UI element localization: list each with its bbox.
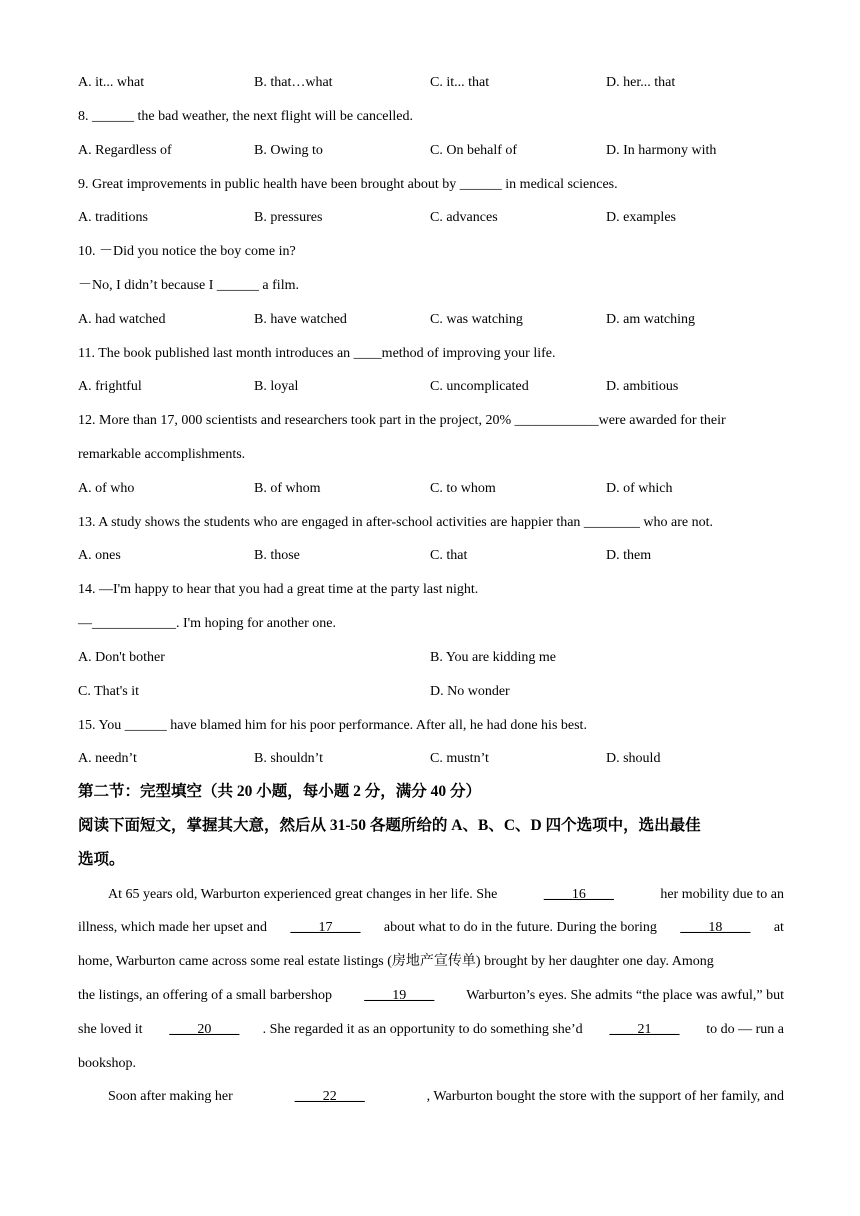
q11-option-c: C. uncomplicated — [430, 379, 529, 394]
q15-stem: 15. You ______ have blamed him for his poor performance. After all, he had done his best. — [78, 718, 587, 733]
passage-text: At 65 years old, Warburton experienced great changes in her life. She — [108, 887, 498, 902]
q11-stem: 11. The book published last month introduces an ____method of improving your life. — [78, 346, 556, 361]
q12-option-a: A. of who — [78, 481, 135, 496]
q13-option-b: B. those — [254, 548, 300, 563]
q10-option-d: D. am watching — [606, 312, 696, 327]
passage-text: the listings, an offering of a small barbershop — [78, 988, 336, 1003]
q10-stem-answer: －No, I didn’t because I ______ a film. — [78, 278, 299, 293]
blank-21[interactable]: ____21____ — [609, 1022, 680, 1037]
q12-option-c: C. to whom — [430, 481, 496, 496]
passage-line-5 — [78, 1020, 784, 1040]
blank-18[interactable]: ____18____ — [680, 920, 751, 935]
q12-stem-line2: remarkable accomplishments. — [78, 447, 246, 462]
q8-option-a: A. Regardless of — [78, 143, 172, 158]
q9-option-b: B. pressures — [254, 210, 323, 225]
q12-stem-line1: 12. More than 17, 000 scientists and researchers took part in the project, 20% ____________were awarded for their — [78, 413, 726, 428]
q13-stem: 13. A study shows the students who are engaged in after-school activities are happier than ________ who are not. — [78, 515, 714, 530]
q15-option-c: C. mustn’t — [430, 751, 489, 766]
q12-option-b: B. of whom — [254, 481, 321, 496]
q9-option-d: D. examples — [606, 210, 676, 225]
passage-text: . She regarded it as an opportunity to do something she’d — [262, 1022, 587, 1037]
q14-option-a: A. Don't bother — [78, 650, 165, 665]
blank-20[interactable]: ____20____ — [169, 1022, 240, 1037]
q15-option-d: D. should — [606, 751, 661, 766]
passage-text: her mobility due to an — [660, 887, 784, 902]
passage-line-4 — [78, 986, 784, 1006]
q12-option-d: D. of which — [606, 481, 673, 496]
q8-option-d: D. In harmony with — [606, 143, 717, 158]
q11-option-b: B. loyal — [254, 379, 299, 394]
q9-option-c: C. advances — [430, 210, 498, 225]
passage-line-7 — [108, 1087, 784, 1107]
blank-16[interactable]: ____16____ — [543, 887, 614, 902]
passage-line-3: home, Warburton came across some real estate listings (房地产宣传单) brought by her daughter one day. Among — [78, 954, 714, 969]
blank-19[interactable]: ____19____ — [364, 988, 435, 1003]
passage-line-6: bookshop. — [78, 1056, 136, 1071]
q14-option-d: D. No wonder — [430, 684, 510, 699]
q10-option-a: A. had watched — [78, 312, 166, 327]
q8-option-b: B. Owing to — [254, 143, 323, 158]
q13-option-a: A. ones — [78, 548, 121, 563]
q13-option-c: C. that — [430, 548, 468, 563]
q7-option-a: A. it... what — [78, 75, 145, 90]
section2-instruction-line1: 阅读下面短文，掌握其大意，然后从 31-50 各题所给的 A、B、C、D 四个选项中，选出最佳 — [78, 817, 701, 834]
q15-option-b: B. shouldn’t — [254, 751, 323, 766]
q7-option-b: B. that…what — [254, 75, 333, 90]
q7-option-d: D. her... that — [606, 75, 676, 90]
q14-stem-line1: 14. —I'm happy to hear that you had a great time at the party last night. — [78, 582, 479, 597]
q8-option-c: C. On behalf of — [430, 143, 518, 158]
blank-17[interactable]: ____17____ — [290, 920, 361, 935]
blank-22[interactable]: ____22____ — [294, 1089, 365, 1104]
passage-text: Warburton’s eyes. She admits “the place was awful,” but — [463, 988, 784, 1003]
q11-option-d: D. ambitious — [606, 379, 679, 394]
passage-line-1 — [108, 885, 784, 905]
q10-option-b: B. have watched — [254, 312, 347, 327]
passage-line-2 — [78, 918, 784, 938]
q14-option-c: C. That's it — [78, 684, 139, 699]
passage-text: she loved it — [78, 1022, 147, 1037]
passage-text: about what to do in the future. During the boring — [380, 920, 661, 935]
passage-text: illness, which made her upset and — [78, 920, 271, 935]
q14-option-b: B. You are kidding me — [430, 650, 556, 665]
passage-text: at — [770, 920, 784, 935]
q10-stem-question: 10. －Did you notice the boy come in? — [78, 244, 296, 259]
q14-stem-line2: —____________. I'm hoping for another one. — [78, 616, 336, 631]
q13-option-d: D. them — [606, 548, 652, 563]
q8-stem: 8. ______ the bad weather, the next flight will be cancelled. — [78, 109, 413, 124]
q11-option-a: A. frightful — [78, 379, 142, 394]
q7-option-c: C. it... that — [430, 75, 490, 90]
passage-text: Soon after making her — [108, 1089, 233, 1104]
q10-option-c: C. was watching — [430, 312, 523, 327]
q9-option-a: A. traditions — [78, 210, 148, 225]
passage-text: to do — run a — [702, 1022, 784, 1037]
passage-text: , Warburton bought the store with the support of her family, and — [426, 1089, 784, 1104]
section2-title: 第二节：完型填空（共 20 小题，每小题 2 分，满分 40 分） — [78, 783, 482, 800]
q15-option-a: A. needn’t — [78, 751, 137, 766]
q9-stem: 9. Great improvements in public health have been brought about by ______ in medical sciences. — [78, 177, 618, 192]
section2-instruction-line2: 选项。 — [78, 851, 125, 868]
